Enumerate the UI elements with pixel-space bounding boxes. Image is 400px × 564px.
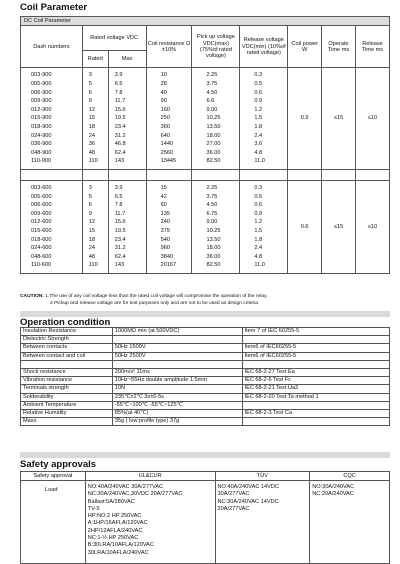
coil-resistance: 60 xyxy=(160,202,167,209)
max-voltage: 23.4 xyxy=(114,236,126,243)
safety-approvals-title: Safety approvals xyxy=(20,459,97,470)
rated-voltage: 9 xyxy=(88,210,92,217)
condition-label: Between contacts xyxy=(21,344,113,352)
condition-standard: IEC 68-2-21 Test Ua2 xyxy=(242,385,389,393)
rated-column xyxy=(82,180,108,273)
rated-voltage: 36 xyxy=(88,141,96,148)
max-voltage: 7.8 xyxy=(114,202,123,209)
release-voltage: 0.9 xyxy=(254,210,263,217)
pickup-voltage: 82.50 xyxy=(206,158,221,165)
pickup-voltage: 9.00 xyxy=(206,106,218,113)
release-voltage: 11.0 xyxy=(254,262,265,269)
condition-value: 50Hz 1500V. xyxy=(112,344,242,352)
max-voltage: 143 xyxy=(114,158,125,165)
pickup-voltage: 36.00 xyxy=(206,253,221,260)
release-voltage: 0.6 xyxy=(254,89,263,96)
release-voltage: 0.3 xyxy=(254,72,263,79)
rated-voltage: 6 xyxy=(88,202,92,209)
cqc-rating-line: NC:20A/240VAC xyxy=(312,491,354,498)
rated-voltage: 24 xyxy=(88,245,96,252)
dash-number: 009-600 xyxy=(31,210,52,217)
condition-value: 200m/s² 11ms xyxy=(112,369,242,377)
tuv-rating-line: NO:40A/240VAC 14VDC xyxy=(217,484,279,490)
pickup-voltage: 82.50 xyxy=(206,262,221,269)
max-voltage: 46.8 xyxy=(114,141,126,148)
condition-label: Dielectric Strength xyxy=(21,336,113,344)
pickup-voltage: 9.00 xyxy=(206,219,218,226)
rated-voltage: 9 xyxy=(88,98,92,105)
condition-value xyxy=(112,336,242,344)
release-time-value: ≤10 xyxy=(356,180,390,273)
header-ul-cur: UL&CUR xyxy=(85,472,215,481)
dash-column xyxy=(21,68,83,170)
release-column xyxy=(240,180,288,273)
dash-number: 006-600 xyxy=(31,202,52,209)
rated-voltage: 15 xyxy=(88,227,96,234)
condition-value xyxy=(112,360,242,368)
max-voltage: 3.9 xyxy=(114,184,123,191)
header-release-voltage: Release voltage VDC(min) (10%of rated voltage) xyxy=(240,26,288,68)
dash-number: 012-900 xyxy=(31,106,52,113)
release-voltage: 1.5 xyxy=(254,227,263,234)
dash-number: 006-900 xyxy=(31,89,52,96)
condition-standard: Item6 of IEC60255-5 xyxy=(242,352,389,360)
header-rated: Rated xyxy=(82,51,108,68)
operate-time-value: ≤15 xyxy=(322,180,356,273)
condition-value: 235℃±2℃ 3s±0.5s xyxy=(112,393,242,401)
release-voltage: 0.5 xyxy=(254,81,263,88)
condition-standard: IEC 68-2-20 Test Ta method 1 xyxy=(242,393,389,401)
max-voltage: 31.2 xyxy=(114,132,126,139)
coil-resistance: 10 xyxy=(160,72,167,79)
load-label: Load xyxy=(21,481,86,564)
max-voltage: 19.5 xyxy=(114,227,126,234)
pickup-voltage: 3.75 xyxy=(206,193,218,200)
coil-resistance: 2560 xyxy=(160,149,174,156)
safety-approvals-table xyxy=(20,471,390,564)
coil-resistance: 15 xyxy=(160,184,167,191)
condition-value: 10N xyxy=(112,385,242,393)
release-voltage: 1.2 xyxy=(254,106,263,113)
section-divider xyxy=(20,452,390,458)
condition-label: Between contact and coil xyxy=(21,352,113,360)
caution-note xyxy=(20,293,392,307)
max-voltage: 15.6 xyxy=(114,106,126,113)
condition-standard xyxy=(242,336,389,344)
max-voltage: 3.9 xyxy=(114,72,123,79)
condition-label: Insulation Resistance xyxy=(21,328,113,336)
max-voltage: 62.4 xyxy=(114,253,126,260)
max-voltage: 7.8 xyxy=(114,89,123,96)
header-cqc: CQC xyxy=(310,472,390,481)
coil-resistance: 540 xyxy=(160,236,170,243)
operation-row xyxy=(21,344,390,352)
max-column xyxy=(108,180,146,273)
dash-column xyxy=(21,180,83,273)
pickup-column xyxy=(192,68,240,170)
ul-rating-line: A:1HP/16AFLA/120VAC xyxy=(87,520,148,527)
header-coil-power: Coil power W xyxy=(288,26,322,68)
rated-voltage: 12 xyxy=(88,106,96,113)
coil-resistance: 28 xyxy=(160,81,167,88)
dash-number: 015-900 xyxy=(31,115,52,122)
max-voltage: 15.6 xyxy=(114,219,126,226)
coil-resistance: 90 xyxy=(160,98,167,105)
dash-number: 110-900 xyxy=(31,158,52,165)
max-voltage: 11.7 xyxy=(114,98,126,105)
coil-resistance: 135 xyxy=(160,210,170,217)
dash-number: 003-600 xyxy=(31,184,52,191)
release-time-value: ≤10 xyxy=(356,68,390,170)
rated-voltage: 24 xyxy=(88,132,96,139)
condition-standard: IEC 68-2-27 Test Ea xyxy=(242,369,389,377)
ul-rating-line: HP:NO:2 HP 250VAC xyxy=(87,513,142,520)
rated-voltage: 18 xyxy=(88,123,96,130)
pickup-voltage: 3.75 xyxy=(206,81,218,88)
ul-rating-line: B:30LRA/10AFLA/120VAC xyxy=(87,542,154,549)
condition-standard xyxy=(242,360,389,368)
caution-line-1: 1.The use of any coil voltage less than the rated coil voltage will compromise the operation of the relay. xyxy=(45,294,268,299)
max-voltage: 11.7 xyxy=(114,210,126,217)
condition-value: 35g ( low profile type) 37g xyxy=(112,418,242,426)
cqc-rating-line: NO:30A/240VAC xyxy=(312,484,355,490)
coil-group-900 xyxy=(21,68,390,170)
dash-number: 036-900 xyxy=(31,141,52,148)
condition-label: Terminals strength xyxy=(21,385,113,393)
header-release-time: Release Time ms xyxy=(356,26,390,68)
release-voltage: 0.5 xyxy=(254,193,263,200)
operation-row xyxy=(21,369,390,377)
ul-rating-line: NC:30A/240VAC,30VDC 20A/277VAC xyxy=(87,491,183,498)
condition-standard xyxy=(242,418,389,426)
tuv-rating-line: NC:30A/240VAC 14VDC xyxy=(217,498,279,505)
condition-value: 10Hz~55Hz double amplitude 1.5mm xyxy=(112,377,242,385)
max-voltage: 143 xyxy=(114,262,125,269)
release-voltage: 4.8 xyxy=(254,253,263,260)
pickup-voltage: 10.25 xyxy=(206,115,221,122)
dash-number: 024-900 xyxy=(31,132,52,139)
release-voltage: 2.4 xyxy=(254,245,263,252)
rated-voltage: 3 xyxy=(88,72,92,79)
operation-row xyxy=(21,328,390,336)
dash-number: 005-900 xyxy=(31,81,52,88)
max-voltage: 6.5 xyxy=(114,81,123,88)
coil-group-600 xyxy=(21,180,390,273)
release-voltage: 1.8 xyxy=(254,123,263,130)
condition-label xyxy=(21,360,113,368)
release-voltage: 11.0 xyxy=(254,158,265,165)
pickup-voltage: 4.50 xyxy=(206,202,218,209)
pickup-voltage: 2.25 xyxy=(206,184,218,191)
rated-voltage: 5 xyxy=(88,193,92,200)
caution-label: CAUTION: xyxy=(20,294,44,299)
operation-row xyxy=(21,377,390,385)
max-voltage: 19.5 xyxy=(114,115,126,122)
pickup-voltage: 27.00 xyxy=(206,141,221,148)
ul-rating-line: Ballast:5A/280VAC xyxy=(87,498,135,505)
condition-standard: Item6 of IEC60255-5 xyxy=(242,344,389,352)
coil-resistance: 375 xyxy=(160,227,170,234)
header-coil-resistance: Coil resistance Ω ±10% xyxy=(146,26,192,68)
ul-rating-line: NO:40A/240VAC 30A/277VAC xyxy=(87,484,164,490)
condition-label: Relative Humidity xyxy=(21,410,113,418)
ul-cur-ratings xyxy=(85,481,215,564)
condition-label: Mass xyxy=(21,418,113,426)
max-voltage: 62.4 xyxy=(114,149,126,156)
dash-number: 048-600 xyxy=(31,253,52,260)
rated-voltage: 3 xyxy=(88,184,92,191)
rated-column xyxy=(82,68,108,170)
dash-number: 048-900 xyxy=(31,149,52,156)
cqc-ratings xyxy=(310,481,390,564)
resistance-column xyxy=(146,68,192,170)
ul-rating-line: TV-5 xyxy=(87,505,100,512)
release-voltage: 0.9 xyxy=(254,98,263,105)
header-tuv: TÜV xyxy=(215,472,310,481)
ul-rating-line: 2HP/12AFLA/240VAC xyxy=(87,527,143,534)
header-dash-numbers: Dash numbers xyxy=(21,26,83,68)
dash-number: 018-900 xyxy=(31,123,52,130)
pickup-voltage: 2.25 xyxy=(206,72,218,79)
coil-resistance: 960 xyxy=(160,245,170,252)
coil-parameter-table xyxy=(20,16,390,274)
dash-number: 110-600 xyxy=(31,262,52,269)
dash-number: 024-600 xyxy=(31,245,52,252)
release-voltage: 3.6 xyxy=(254,141,263,148)
pickup-voltage: 36.00 xyxy=(206,149,221,156)
header-safety-approval: Safety approval xyxy=(21,472,86,481)
tuv-ratings xyxy=(215,481,310,564)
max-voltage: 23.4 xyxy=(114,123,126,130)
operation-row xyxy=(21,360,390,368)
header-max: Max xyxy=(108,51,146,68)
pickup-voltage: 4.50 xyxy=(206,89,218,96)
ul-rating-line: NC:1-½ HP 250VAC xyxy=(87,535,139,542)
coil-power-value: 0.6 xyxy=(288,180,322,273)
operation-row xyxy=(21,401,390,409)
operation-condition-title: Operation condition xyxy=(20,317,111,328)
operation-row xyxy=(21,385,390,393)
operation-row xyxy=(21,352,390,360)
operation-condition-table xyxy=(20,327,390,426)
coil-resistance: 20167 xyxy=(160,262,177,269)
dc-coil-parameter-label: DC Coil Parameter xyxy=(21,17,390,26)
rated-voltage: 12 xyxy=(88,219,96,226)
coil-resistance: 640 xyxy=(160,132,170,139)
pickup-voltage: 13.50 xyxy=(206,236,221,243)
pickup-voltage: 6.6 xyxy=(206,98,215,105)
condition-value: 50Hz 2500V xyxy=(112,352,242,360)
coil-resistance: 1440 xyxy=(160,141,174,148)
condition-value: 1000MΩ min (at 500VDC) xyxy=(112,328,242,336)
pickup-column xyxy=(192,180,240,273)
coil-resistance: 42 xyxy=(160,193,167,200)
dash-number: 018-600 xyxy=(31,236,52,243)
rated-voltage: 110 xyxy=(88,262,98,269)
operate-time-value: ≤15 xyxy=(322,68,356,170)
condition-standard xyxy=(242,401,389,409)
coil-resistance: 360 xyxy=(160,123,170,130)
release-voltage: 0.3 xyxy=(254,184,263,191)
dash-number: 005-600 xyxy=(31,193,52,200)
condition-standard: Item 7 of IEC 60255-5 xyxy=(242,328,389,336)
condition-label: Solderability xyxy=(21,393,113,401)
rated-voltage: 110 xyxy=(88,158,98,165)
header-pickup-voltage: Pick up voltage VDC(max) (75%of rated voltage) xyxy=(192,26,240,68)
operation-row xyxy=(21,336,390,344)
tuv-rating-line: 20A/277VAC xyxy=(217,505,250,512)
release-column xyxy=(240,68,288,170)
coil-resistance: 250 xyxy=(160,115,170,122)
dash-number: 012-600 xyxy=(31,219,52,226)
condition-label: Ambient Temperature xyxy=(21,401,113,409)
condition-standard: IEC 68-2-6 Test Fc xyxy=(242,377,389,385)
dash-number: 003-900 xyxy=(31,72,52,79)
rated-voltage: 5 xyxy=(88,81,92,88)
rated-voltage: 18 xyxy=(88,236,96,243)
condition-value: -55℃~100℃ -55℃~125℃ xyxy=(112,401,242,409)
operation-row xyxy=(21,418,390,426)
resistance-column xyxy=(146,180,192,273)
max-voltage: 6.5 xyxy=(114,193,123,200)
pickup-voltage: 18.00 xyxy=(206,132,221,139)
release-voltage: 0.6 xyxy=(254,202,263,209)
condition-value: 85%(at 40℃) xyxy=(112,410,242,418)
condition-label: Shock resistance xyxy=(21,369,113,377)
rated-voltage: 48 xyxy=(88,149,96,156)
pickup-voltage: 10.25 xyxy=(206,227,221,234)
coil-resistance: 13445 xyxy=(160,158,177,165)
max-voltage: 31.2 xyxy=(114,245,126,252)
dash-number: 009-900 xyxy=(31,98,52,105)
caution-line-2: 2.Pickup and release voltage are for test purposes only and are not to be used as design criteria. xyxy=(50,301,260,306)
release-voltage: 1.5 xyxy=(254,115,263,122)
ul-rating-line: 30LRA/10AFLA/240VAC xyxy=(87,549,149,556)
pickup-voltage: 6.75 xyxy=(206,210,218,217)
release-voltage: 1.2 xyxy=(254,219,263,226)
pickup-voltage: 13.50 xyxy=(206,123,221,130)
coil-resistance: 40 xyxy=(160,89,167,96)
dash-number: 015-600 xyxy=(31,227,52,234)
release-voltage: 4.8 xyxy=(254,149,263,156)
coil-resistance: 3840 xyxy=(160,253,174,260)
operation-row xyxy=(21,410,390,418)
coil-parameter-title: Coil Parameter xyxy=(20,2,88,13)
release-voltage: 1.8 xyxy=(254,236,263,243)
rated-voltage: 15 xyxy=(88,115,96,122)
coil-power-value: 0.9 xyxy=(288,68,322,170)
coil-resistance: 160 xyxy=(160,106,170,113)
pickup-voltage: 18.00 xyxy=(206,245,221,252)
rated-voltage: 48 xyxy=(88,253,96,260)
tuv-rating-line: 30A/277VAC xyxy=(217,491,250,498)
header-rated-voltage: Rated voltage VDC xyxy=(82,26,146,51)
condition-label: Vibration resistance xyxy=(21,377,113,385)
header-operate-time: Operate Time ms xyxy=(322,26,356,68)
release-voltage: 2.4 xyxy=(254,132,263,139)
operation-row xyxy=(21,393,390,401)
condition-standard: IEC 68-2-3 Test Ca xyxy=(242,410,389,418)
max-column xyxy=(108,68,146,170)
rated-voltage: 6 xyxy=(88,89,92,96)
coil-resistance: 240 xyxy=(160,219,170,226)
